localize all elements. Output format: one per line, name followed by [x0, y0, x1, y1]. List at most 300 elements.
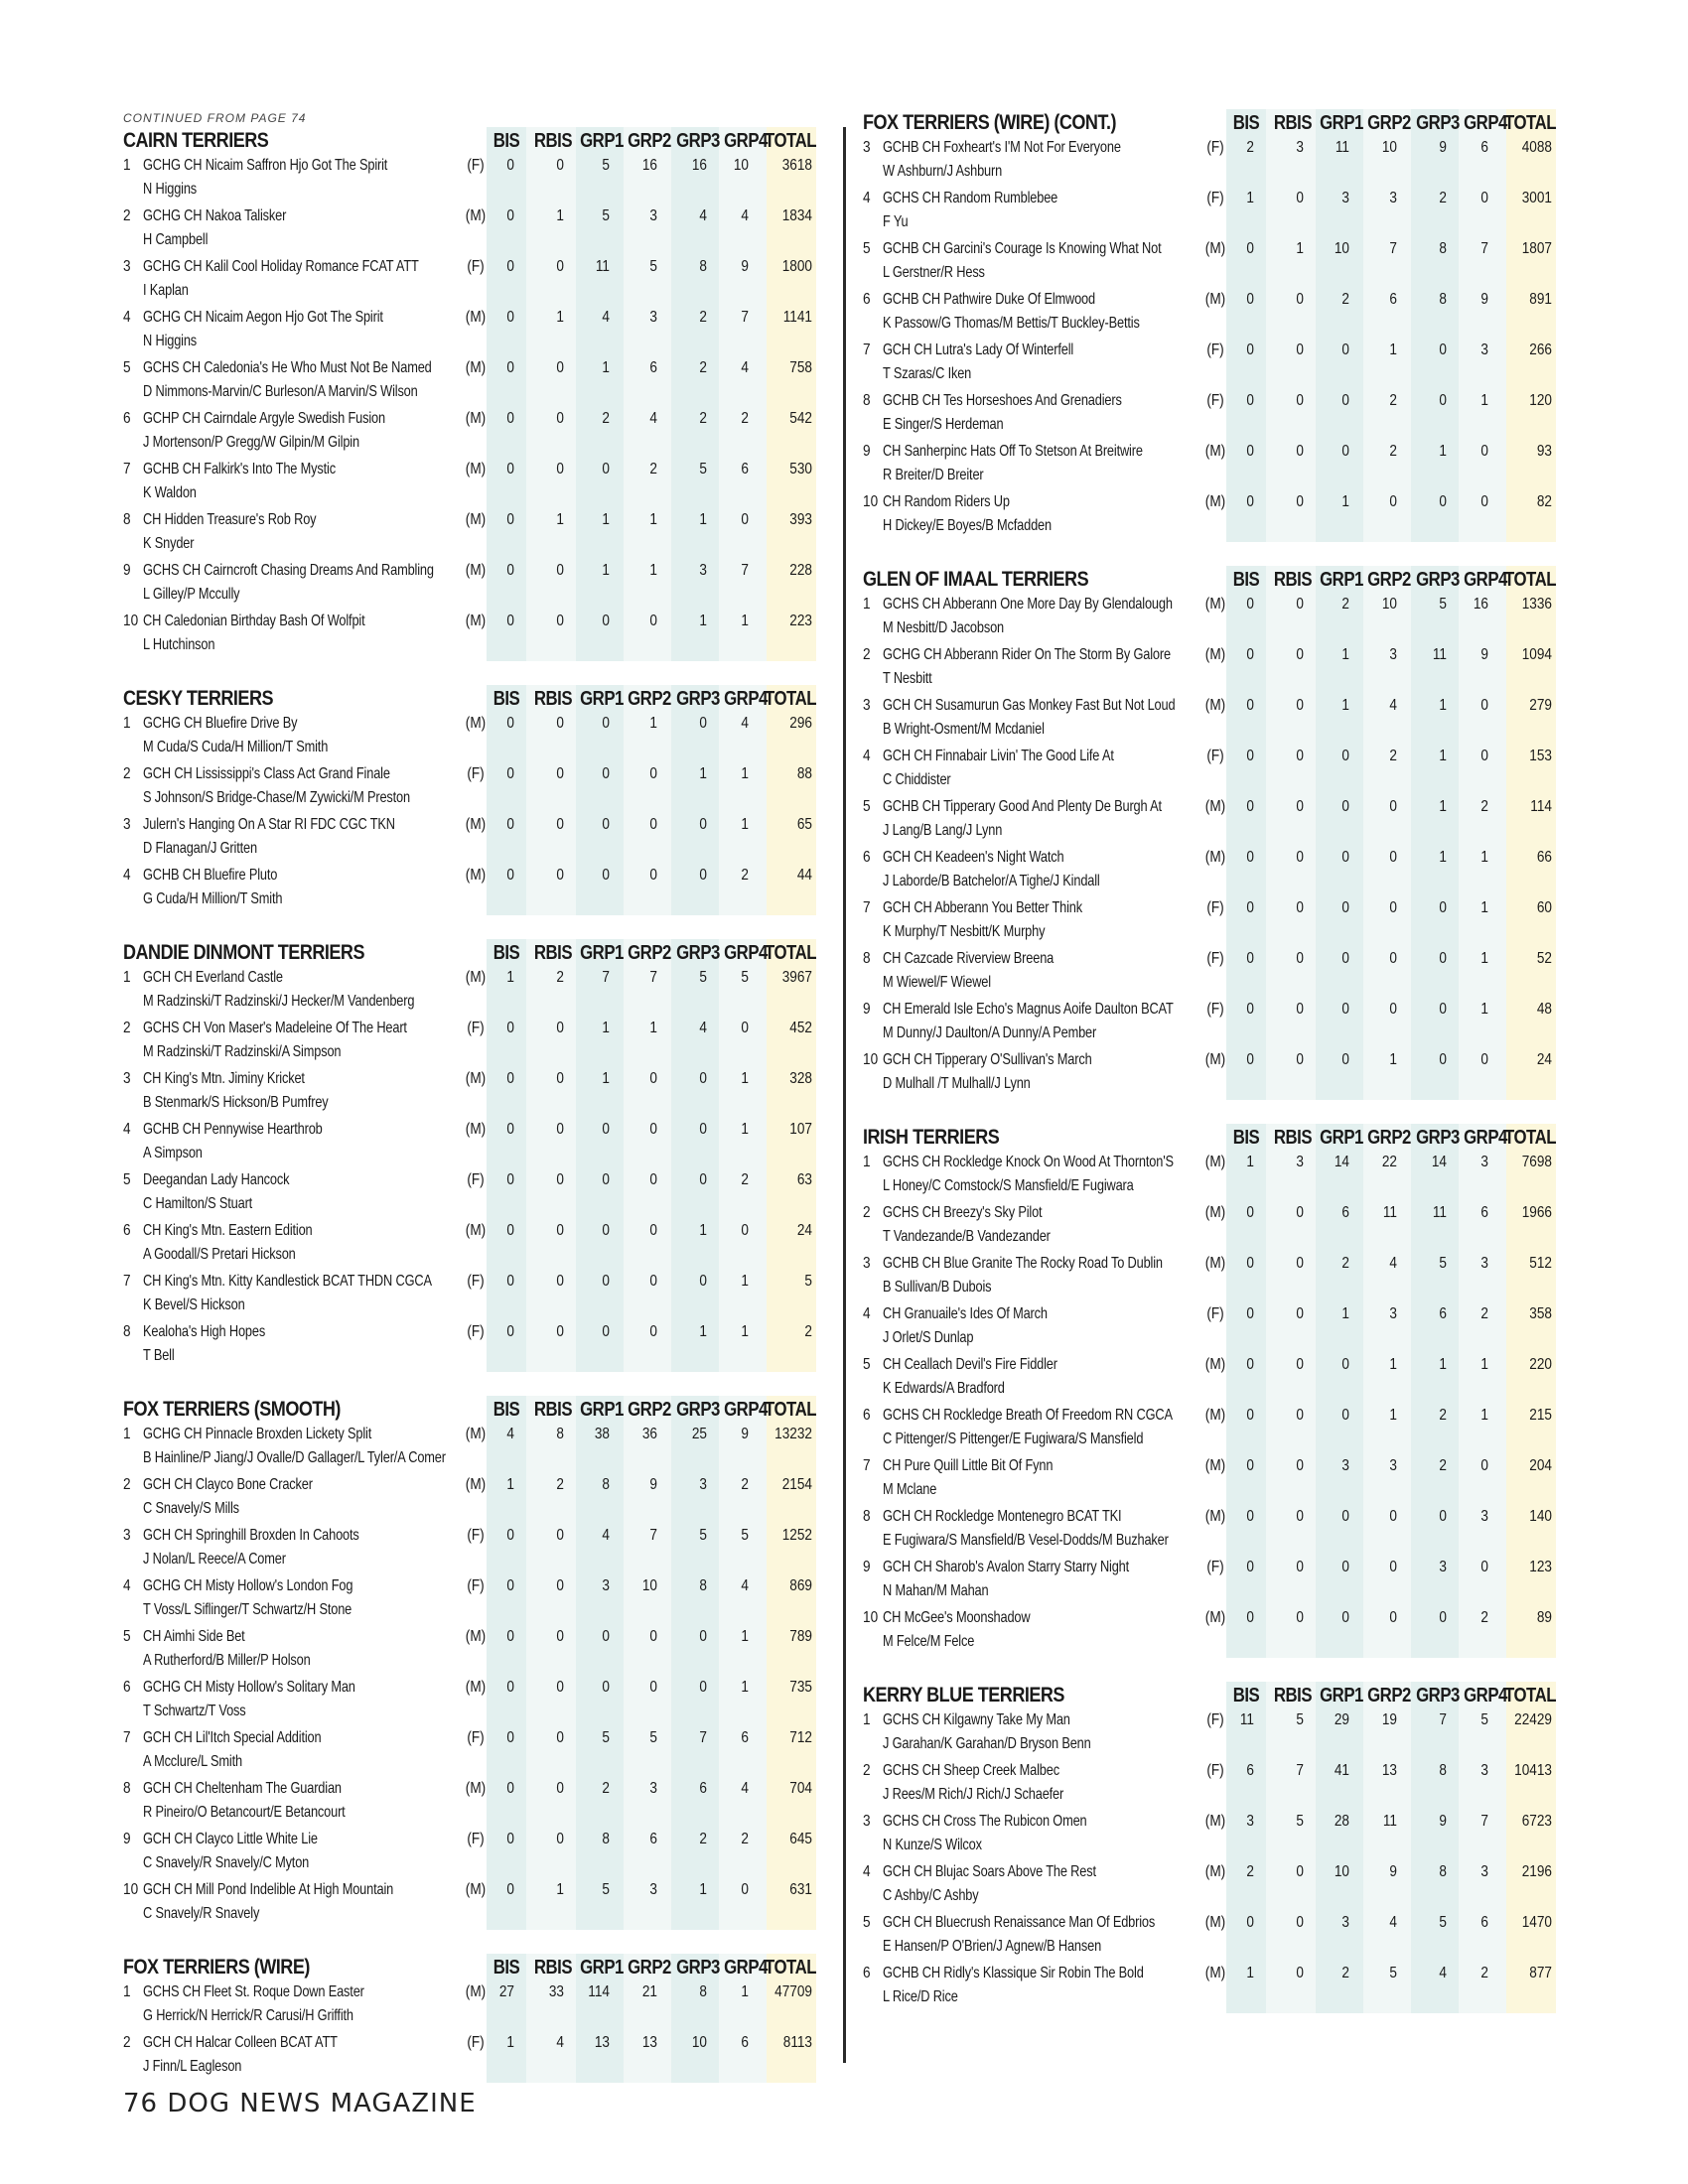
total-value: 10413 [1514, 1762, 1552, 1779]
grp3-value: 8 [699, 1983, 707, 2000]
owner-names: C Snavely/S Mills [143, 1500, 239, 1517]
owner-names: K Snyder [143, 535, 195, 552]
grp2-value: 21 [641, 1983, 657, 2000]
sex-marker: (M) [1204, 1255, 1226, 1272]
owner-names: T Szaras/C Iken [883, 365, 972, 382]
dog-name: GCHS CH Sheep Creek Malbec [883, 1762, 1059, 1779]
bis-value: 0 [1246, 1001, 1254, 1018]
table-row [863, 1354, 1558, 1405]
grp3-value: 2 [1439, 190, 1447, 206]
grp1-value: 1 [602, 1020, 610, 1036]
grp4-value: 1 [741, 1121, 749, 1138]
grp1-value: 0 [1341, 1001, 1349, 1018]
bis-value: 0 [1246, 1457, 1254, 1474]
rbis-value: 2 [556, 969, 564, 986]
section-header [123, 1396, 818, 1424]
rbis-value: 0 [1296, 1965, 1304, 1981]
table-row [123, 1727, 818, 1778]
dog-name: GCHS CH Fleet St. Roque Down Easter [143, 1983, 364, 2000]
owner-names: J Mortenson/P Gregg/W Gilpin/M Gilpin [143, 434, 359, 451]
grp3-value: 1 [1439, 1356, 1447, 1373]
column-header-rbis: RBIS [533, 130, 573, 152]
grp2-value: 7 [1389, 240, 1397, 257]
ranking-section [863, 109, 1558, 542]
column-header-grp1: GRP1 [580, 130, 624, 152]
sex-marker: (M) [1204, 1154, 1226, 1170]
grp2-value: 5 [1389, 1965, 1397, 1981]
sex-marker: (F) [467, 1273, 485, 1290]
grp4-value: 3 [1480, 1863, 1488, 1880]
total-value: 512 [1529, 1255, 1552, 1272]
total-value: 452 [789, 1020, 812, 1036]
grp2-value: 0 [1389, 493, 1397, 510]
dog-name: GCH CH Rockledge Montenegro BCAT TKI [883, 1508, 1122, 1525]
grp2-value: 2 [1389, 443, 1397, 460]
grp1-value: 11 [595, 258, 610, 275]
grp4-value: 1 [741, 613, 749, 629]
owner-names: S Johnson/S Bridge-Chase/M Zywicki/M Preston [143, 789, 410, 806]
dog-name: CH King's Mtn. Jiminy Kricket [143, 1070, 305, 1087]
dog-name: CH McGee's Moonshadow [883, 1609, 1031, 1626]
grp4-value: 2 [741, 1171, 749, 1188]
total-value: 44 [796, 867, 812, 884]
grp2-value: 7 [649, 969, 657, 986]
grp4-value: 1 [1480, 899, 1488, 916]
grp3-value: 0 [699, 1171, 707, 1188]
bis-value: 0 [506, 1020, 514, 1036]
grp3-value: 7 [1439, 1711, 1447, 1728]
grp1-value: 1 [1341, 493, 1349, 510]
grp2-value: 0 [649, 765, 657, 782]
table-row [123, 1321, 818, 1372]
table-row [863, 1202, 1558, 1253]
sex-marker: (M) [465, 1881, 487, 1898]
owner-names: F Yu [883, 213, 909, 230]
table-row [863, 948, 1558, 999]
sex-marker: (M) [1204, 1407, 1226, 1424]
sex-marker: (F) [467, 1527, 485, 1544]
table-row [863, 1760, 1558, 1811]
rbis-value: 0 [556, 1273, 564, 1290]
rank-number: 4 [123, 867, 131, 884]
column-header-rbis: RBIS [533, 688, 573, 710]
rbis-value: 0 [556, 1070, 564, 1087]
rbis-value: 0 [1296, 646, 1304, 663]
column-header-grp1: GRP1 [1320, 569, 1363, 591]
column-header-rbis: RBIS [533, 1957, 573, 1979]
total-value: 93 [1536, 443, 1552, 460]
sex-marker: (M) [1204, 697, 1226, 714]
bis-value: 0 [1246, 798, 1254, 815]
bis-value: 0 [506, 715, 514, 732]
ranking-section [863, 1682, 1558, 2013]
section-title: CESKY TERRIERS [123, 687, 274, 710]
grp2-value: 0 [649, 1273, 657, 1290]
grp3-value: 11 [1432, 646, 1447, 663]
rbis-value: 0 [1296, 1204, 1304, 1221]
owner-names: K Edwards/A Bradford [883, 1380, 1005, 1397]
ranking-section [123, 1396, 818, 1930]
grp2-value: 5 [649, 258, 657, 275]
dog-name: GCH CH Blujac Soars Above The Rest [883, 1863, 1096, 1880]
section-spacer [123, 1372, 818, 1396]
dog-name: CH Aimhi Side Bet [143, 1628, 245, 1645]
total-value: 328 [789, 1070, 812, 1087]
section-title: CAIRN TERRIERS [123, 129, 269, 152]
table-row [863, 188, 1558, 238]
total-value: 1834 [781, 207, 812, 224]
grp2-value: 0 [649, 1171, 657, 1188]
grp3-value: 1 [1439, 748, 1447, 764]
grp2-value: 6 [1389, 291, 1397, 308]
table-row [123, 1778, 818, 1829]
grp2-value: 3 [649, 309, 657, 326]
grp3-value: 4 [699, 207, 707, 224]
column-header-bis: BIS [1232, 569, 1260, 591]
total-value: 65 [796, 816, 812, 833]
grp4-value: 2 [741, 1831, 749, 1847]
column-header-grp2: GRP2 [1367, 569, 1411, 591]
sex-marker: (M) [1204, 291, 1226, 308]
section-title: DANDIE DINMONT TERRIERS [123, 941, 364, 964]
bis-value: 1 [1246, 1965, 1254, 1981]
column-header-grp4: GRP4 [1464, 569, 1507, 591]
bis-value: 0 [506, 461, 514, 478]
column-header-total: TOTAL [1504, 112, 1556, 134]
rbis-value: 0 [556, 1729, 564, 1746]
grp4-value: 0 [1480, 697, 1488, 714]
sex-marker: (M) [465, 511, 487, 528]
sex-marker: (F) [467, 258, 485, 275]
bis-value: 11 [1239, 1711, 1254, 1728]
table-row [123, 1271, 818, 1321]
owner-names: A Simpson [143, 1145, 203, 1161]
owner-names: N Higgins [143, 333, 198, 349]
grp3-value: 8 [1439, 291, 1447, 308]
section-spacer [123, 661, 818, 685]
rank-number: 7 [123, 1729, 131, 1746]
grp1-value: 2 [1341, 1255, 1349, 1272]
grp2-value: 10 [641, 1577, 657, 1594]
table-row [863, 1861, 1558, 1912]
table-row [863, 1709, 1558, 1760]
bis-value: 0 [506, 1070, 514, 1087]
section-title: GLEN OF IMAAL TERRIERS [863, 568, 1089, 591]
column-header-grp3: GRP3 [676, 942, 720, 964]
dog-name: GCHS CH Rockledge Breath Of Freedom RN CGCA [883, 1407, 1173, 1424]
grp1-value: 0 [1341, 1051, 1349, 1068]
rank-number: 4 [863, 748, 871, 764]
rank-number: 10 [123, 1881, 139, 1898]
sex-marker: (F) [1206, 1305, 1224, 1322]
dog-name: GCH CH Clayco Little White Lie [143, 1831, 318, 1847]
grp2-value: 13 [641, 2034, 657, 2051]
total-value: 2154 [781, 1476, 812, 1493]
sex-marker: (F) [467, 1020, 485, 1036]
total-value: 704 [789, 1780, 812, 1797]
bis-value: 0 [1246, 697, 1254, 714]
grp1-value: 3 [1341, 1914, 1349, 1931]
dog-name: CH Emerald Isle Echo's Magnus Aoife Daulton BCAT [883, 1001, 1174, 1018]
table-row [123, 1981, 818, 2032]
rbis-value: 3 [1296, 1154, 1304, 1170]
grp1-value: 2 [1341, 1965, 1349, 1981]
total-value: 1800 [781, 258, 812, 275]
total-value: 279 [1529, 697, 1552, 714]
owner-names: L Gerstner/R Hess [883, 264, 985, 281]
grp3-value: 3 [699, 1476, 707, 1493]
sex-marker: (M) [465, 867, 487, 884]
rbis-value: 0 [556, 1121, 564, 1138]
grp4-value: 0 [1480, 190, 1488, 206]
grp1-value: 0 [602, 1628, 610, 1645]
grp4-value: 4 [741, 715, 749, 732]
bis-value: 2 [1246, 1863, 1254, 1880]
grp4-value: 2 [741, 410, 749, 427]
grp1-value: 1 [1341, 1305, 1349, 1322]
table-row [863, 644, 1558, 695]
grp2-value: 0 [649, 1121, 657, 1138]
sex-marker: (F) [1206, 899, 1224, 916]
sex-marker: (M) [1204, 1965, 1226, 1981]
rank-number: 4 [863, 1863, 871, 1880]
dog-name: GCHG CH Nicaim Saffron Hjo Got The Spirit [143, 157, 388, 174]
rbis-value: 3 [1296, 139, 1304, 156]
table-row [123, 1169, 818, 1220]
column-header-bis: BIS [492, 130, 520, 152]
sex-marker: (M) [465, 1780, 487, 1797]
bis-value: 0 [506, 410, 514, 427]
bis-value: 0 [1246, 291, 1254, 308]
grp4-value: 4 [741, 1780, 749, 1797]
owner-names: K Passow/G Thomas/M Bettis/T Buckley-Bettis [883, 315, 1140, 332]
grp4-value: 0 [1480, 493, 1488, 510]
total-value: 223 [789, 613, 812, 629]
column-header-grp4: GRP4 [724, 942, 768, 964]
table-row [863, 289, 1558, 340]
table-row [863, 1253, 1558, 1303]
grp1-value: 0 [602, 461, 610, 478]
grp2-value: 36 [641, 1426, 657, 1442]
grp1-value: 1 [1341, 697, 1349, 714]
owner-names: M Mclane [883, 1481, 937, 1498]
bis-value: 6 [1246, 1762, 1254, 1779]
dog-name: Julern's Hanging On A Star RI FDC CGC TKN [143, 816, 395, 833]
grp4-value: 1 [1480, 1001, 1488, 1018]
grp4-value: 6 [1480, 1204, 1488, 1221]
owner-names: T Vandezande/B Vandezander [883, 1228, 1051, 1245]
section-spacer [123, 1930, 818, 1954]
bis-value: 1 [1246, 1154, 1254, 1170]
grp4-value: 1 [741, 1679, 749, 1696]
grp2-value: 1 [649, 562, 657, 579]
total-value: 47709 [774, 1983, 812, 2000]
rbis-value: 1 [556, 309, 564, 326]
owner-names: H Dickey/E Boyes/B Mcfadden [883, 517, 1052, 534]
bis-value: 1 [506, 2034, 514, 2051]
column-header-grp2: GRP2 [628, 942, 671, 964]
grp3-value: 0 [1439, 950, 1447, 967]
rbis-value: 0 [556, 562, 564, 579]
sex-marker: (F) [467, 765, 485, 782]
dog-name: GCHG CH Bluefire Drive By [143, 715, 298, 732]
owner-names: B Wright-Osment/M Mcdaniel [883, 721, 1045, 738]
grp4-value: 5 [741, 1527, 749, 1544]
grp2-value: 0 [649, 613, 657, 629]
grp3-value: 2 [699, 1831, 707, 1847]
sex-marker: (M) [465, 562, 487, 579]
grp1-value: 6 [1341, 1204, 1349, 1221]
dog-name: GCHG CH Misty Hollow's Solitary Man [143, 1679, 355, 1696]
dog-name: GCH CH Lississippi's Class Act Grand Finale [143, 765, 390, 782]
table-row [863, 1912, 1558, 1963]
dog-name: GCH CH Halcar Colleen BCAT ATT [143, 2034, 338, 2051]
grp4-value: 0 [1480, 1559, 1488, 1575]
grp3-value: 1 [1439, 798, 1447, 815]
rbis-value: 0 [556, 1780, 564, 1797]
owner-names: K Bevel/S Hickson [143, 1297, 245, 1313]
grp1-value: 1 [1341, 646, 1349, 663]
grp1-value: 0 [1341, 443, 1349, 460]
rank-number: 5 [123, 1628, 131, 1645]
grp4-value: 2 [741, 867, 749, 884]
column-header-grp4: GRP4 [724, 1957, 768, 1979]
rbis-value: 2 [556, 1476, 564, 1493]
total-value: 8113 [782, 2034, 812, 2051]
grp2-value: 1 [1389, 1356, 1397, 1373]
table-row [123, 459, 818, 509]
table-row [123, 713, 818, 763]
sex-marker: (F) [1206, 1001, 1224, 1018]
dog-name: GCH CH Bluecrush Renaissance Man Of Edbrios [883, 1914, 1156, 1931]
total-value: 891 [1529, 291, 1552, 308]
grp2-value: 0 [1389, 1609, 1397, 1626]
bis-value: 0 [1246, 748, 1254, 764]
grp2-value: 0 [649, 816, 657, 833]
table-row [863, 1607, 1558, 1658]
owner-names: K Murphy/T Nesbitt/K Murphy [883, 923, 1046, 940]
grp2-value: 0 [649, 1323, 657, 1340]
rbis-value: 0 [556, 816, 564, 833]
right-column [863, 109, 1558, 2013]
dog-name: GCHB CH Foxheart's I'M Not For Everyone [883, 139, 1121, 156]
grp2-value: 0 [649, 1679, 657, 1696]
dog-name: CH Granuaile's Ides Of March [883, 1305, 1048, 1322]
grp1-value: 2 [602, 410, 610, 427]
bis-value: 0 [1246, 1051, 1254, 1068]
grp1-value: 0 [1341, 1508, 1349, 1525]
rank-number: 7 [863, 899, 871, 916]
grp4-value: 1 [1480, 950, 1488, 967]
rank-number: 7 [863, 341, 871, 358]
bis-value: 0 [506, 258, 514, 275]
grp3-value: 0 [1439, 341, 1447, 358]
sex-marker: (M) [465, 1070, 487, 1087]
dog-name: GCH CH Springhill Broxden In Cahoots [143, 1527, 359, 1544]
rank-number: 4 [123, 1577, 131, 1594]
grp2-value: 3 [1389, 190, 1397, 206]
bis-value: 0 [506, 1679, 514, 1696]
grp1-value: 1 [602, 359, 610, 376]
rank-number: 2 [863, 1762, 871, 1779]
column-header-grp1: GRP1 [580, 688, 624, 710]
dog-name: GCH CH Susamurun Gas Monkey Fast But Not Loud [883, 697, 1176, 714]
rbis-value: 0 [1296, 291, 1304, 308]
column-header-grp4: GRP4 [1464, 112, 1507, 134]
column-header-grp4: GRP4 [1464, 1685, 1507, 1706]
dog-name: GCHB CH Pennywise Hearthrob [143, 1121, 323, 1138]
grp2-value: 11 [1382, 1204, 1397, 1221]
sex-marker: (M) [1204, 1356, 1226, 1373]
rank-number: 3 [123, 816, 131, 833]
bis-value: 0 [1246, 493, 1254, 510]
owner-names: A Mcclure/L Smith [143, 1753, 242, 1770]
column-header-grp2: GRP2 [1367, 112, 1411, 134]
dog-name: GCH CH Keadeen's Night Watch [883, 849, 1064, 866]
rbis-value: 0 [1296, 1407, 1304, 1424]
dog-name: GCH CH Sharob's Avalon Starry Starry Night [883, 1559, 1130, 1575]
grp4-value: 9 [741, 258, 749, 275]
grp1-value: 4 [602, 1527, 610, 1544]
table-row [863, 390, 1558, 441]
sex-marker: (M) [1204, 646, 1226, 663]
total-value: 2 [804, 1323, 812, 1340]
bis-value: 0 [506, 1831, 514, 1847]
column-header-bis: BIS [492, 1957, 520, 1979]
rank-number: 10 [123, 613, 139, 629]
grp3-value: 0 [1439, 392, 1447, 409]
total-value: 712 [789, 1729, 812, 1746]
dog-name: GCHB CH Bluefire Pluto [143, 867, 278, 884]
rank-number: 4 [123, 309, 131, 326]
owner-names: E Fugiwara/S Mansfield/B Vesel-Dodds/M Buzhaker [883, 1532, 1169, 1549]
grp4-value: 0 [1480, 1457, 1488, 1474]
grp1-value: 0 [1341, 1356, 1349, 1373]
grp4-value: 2 [1480, 1609, 1488, 1626]
owner-names: L Gilley/P Mccully [143, 586, 240, 603]
total-value: 60 [1536, 899, 1552, 916]
section-title: IRISH TERRIERS [863, 1126, 1000, 1149]
grp4-value: 2 [1480, 798, 1488, 815]
rank-number: 6 [863, 291, 871, 308]
bis-value: 0 [1246, 1255, 1254, 1272]
grp2-value: 1 [1389, 341, 1397, 358]
total-value: 1336 [1521, 596, 1552, 613]
total-value: 631 [789, 1881, 812, 1898]
grp4-value: 2 [741, 1476, 749, 1493]
grp1-value: 1 [602, 562, 610, 579]
owner-names: D Mulhall /T Mulhall/J Lynn [883, 1075, 1031, 1092]
column-header-rbis: RBIS [1273, 1685, 1313, 1706]
total-value: 153 [1529, 748, 1552, 764]
column-header-total: TOTAL [765, 130, 816, 152]
owner-names: I Kaplan [143, 282, 189, 299]
section-header [123, 127, 818, 155]
table-row [863, 238, 1558, 289]
grp4-value: 4 [741, 359, 749, 376]
grp2-value: 4 [1389, 1914, 1397, 1931]
grp4-value: 3 [1480, 341, 1488, 358]
column-header-grp1: GRP1 [580, 1399, 624, 1421]
rbis-value: 0 [1296, 849, 1304, 866]
grp3-value: 5 [1439, 1255, 1447, 1272]
total-value: 296 [789, 715, 812, 732]
dog-name: Deegandan Lady Hancock [143, 1171, 290, 1188]
sex-marker: (M) [1204, 596, 1226, 613]
section-header [863, 1124, 1558, 1152]
total-value: 204 [1529, 1457, 1552, 1474]
bis-value: 1 [1246, 190, 1254, 206]
